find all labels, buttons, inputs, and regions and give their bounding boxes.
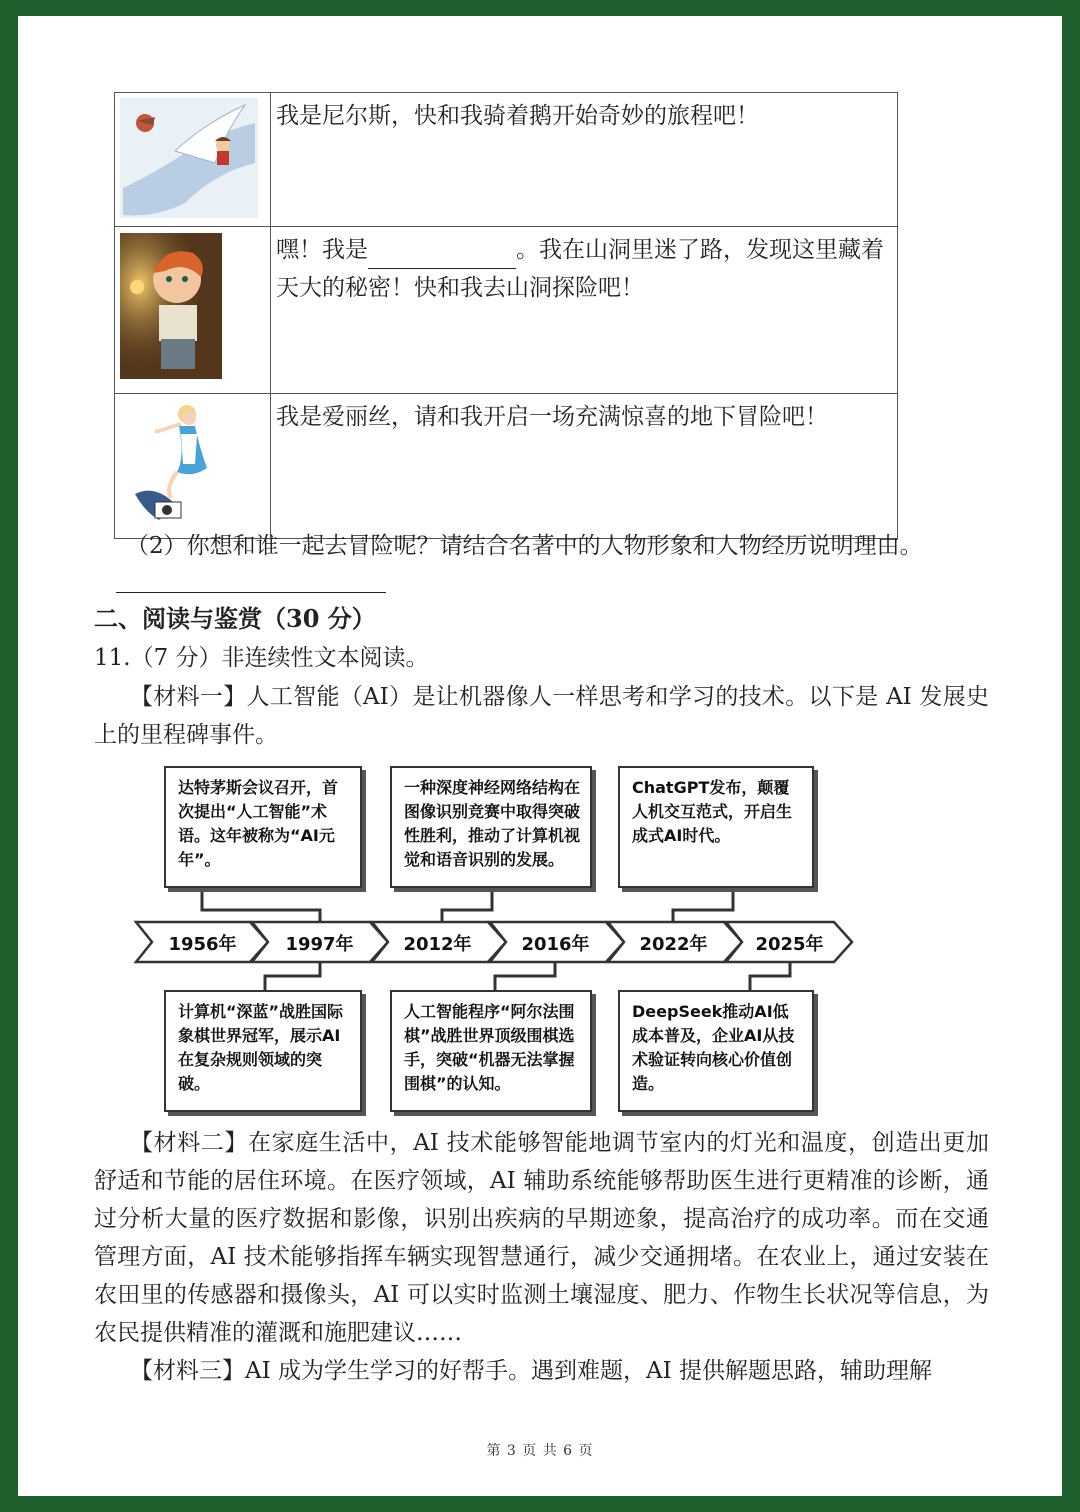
nils-goose-image [115,93,270,222]
answer-line[interactable] [116,592,386,593]
material-2: 【材料二】在家庭生活中，AI 技术能够智能地调节室内的灯光和温度，创造出更加舒适和节能的居住环境。在医疗领域，AI 辅助系统能够帮助医生进行更精准的诊断，通过分析大量的医疗数据和影像，识别出疾病的早期迹象，提高治疗的成功率。而在交通管理方面，AI 技术能够指挥车辆实现智慧通行，减少交通拥堵。在农业上，通过安装在农田里的传感器和摄像头，AI 可以实时监测土壤湿度、肥力、作物生长状况等信息，为农民提供精准的灌溉和施肥建议…… [94,1130,989,1346]
alice-illustration [115,394,271,539]
row2-text [271,227,898,394]
table-row [115,394,898,539]
name-blank[interactable] [368,242,516,269]
timeline-year: 2012年 [403,934,472,955]
nils-goose-illustration [115,93,271,227]
row2-text-before: 嘿！我是 [276,237,368,263]
row2-text-after: 。我在山洞里迷了路，发现这里藏着天大的秘密！快和我去山洞探险吧！ [276,237,884,301]
event-2012: 一种深度神经网络结构在图像识别竞赛中取得突破性胜利，推动了计算机视觉和语音识别的发展。 [390,766,592,888]
section-title: 二、阅读与鉴赏（30 分） [94,604,376,633]
timeline-year: 2016年 [521,934,590,955]
timeline-year: 2022年 [639,934,708,955]
table-row [115,227,898,394]
alice-image [115,394,270,534]
question-2: （2）你想和谁一起去冒险呢？请结合名著中的人物形象和人物经历说明理由。 [126,533,923,559]
row1-text: 我是尼尔斯，快和我骑着鹅开始奇妙的旅程吧！ [271,93,898,227]
event-2016: 人工智能程序“阿尔法围棋”战胜世界顶级围棋选手，突破“机器无法掌握围棋”的认知。 [390,990,592,1112]
event-2025: DeepSeek推动AI低成本普及，企业AI从技术验证转向核心价值创造。 [618,990,814,1112]
cave-boy-illustration [115,227,271,394]
material-3: 【材料三】AI 成为学生学习的好帮手。遇到难题，AI 提供解题思路，辅助理解 [130,1358,933,1384]
material-1: 【材料一】人工智能（AI）是让机器像人一样思考和学习的技术。以下是 AI 发展史上的里程碑事件。 [94,684,989,748]
event-2022: ChatGPT发布，颠覆人机交互范式，开启生成式AI时代。 [618,766,814,888]
event-1956: 达特茅斯会议召开，首次提出“人工智能”术语。这年被称为“AI元年”。 [164,766,362,888]
question-11: 11.（7 分）非连续性文本阅读。 [94,645,429,671]
timeline-year: 1997年 [285,934,354,955]
timeline-year: 2025年 [755,934,824,955]
page-footer: 第 3 页 共 6 页 [486,1443,594,1459]
timeline-year: 1956年 [168,934,237,955]
event-1997: 计算机“深蓝”战胜国际象棋世界冠军，展示AI在复杂规则领域的突破。 [164,990,362,1112]
character-table [114,92,898,539]
table-row [115,93,898,227]
cave-boy-image [115,227,270,389]
row3-text: 我是爱丽丝，请和我开启一场充满惊喜的地下冒险吧！ [271,394,898,539]
